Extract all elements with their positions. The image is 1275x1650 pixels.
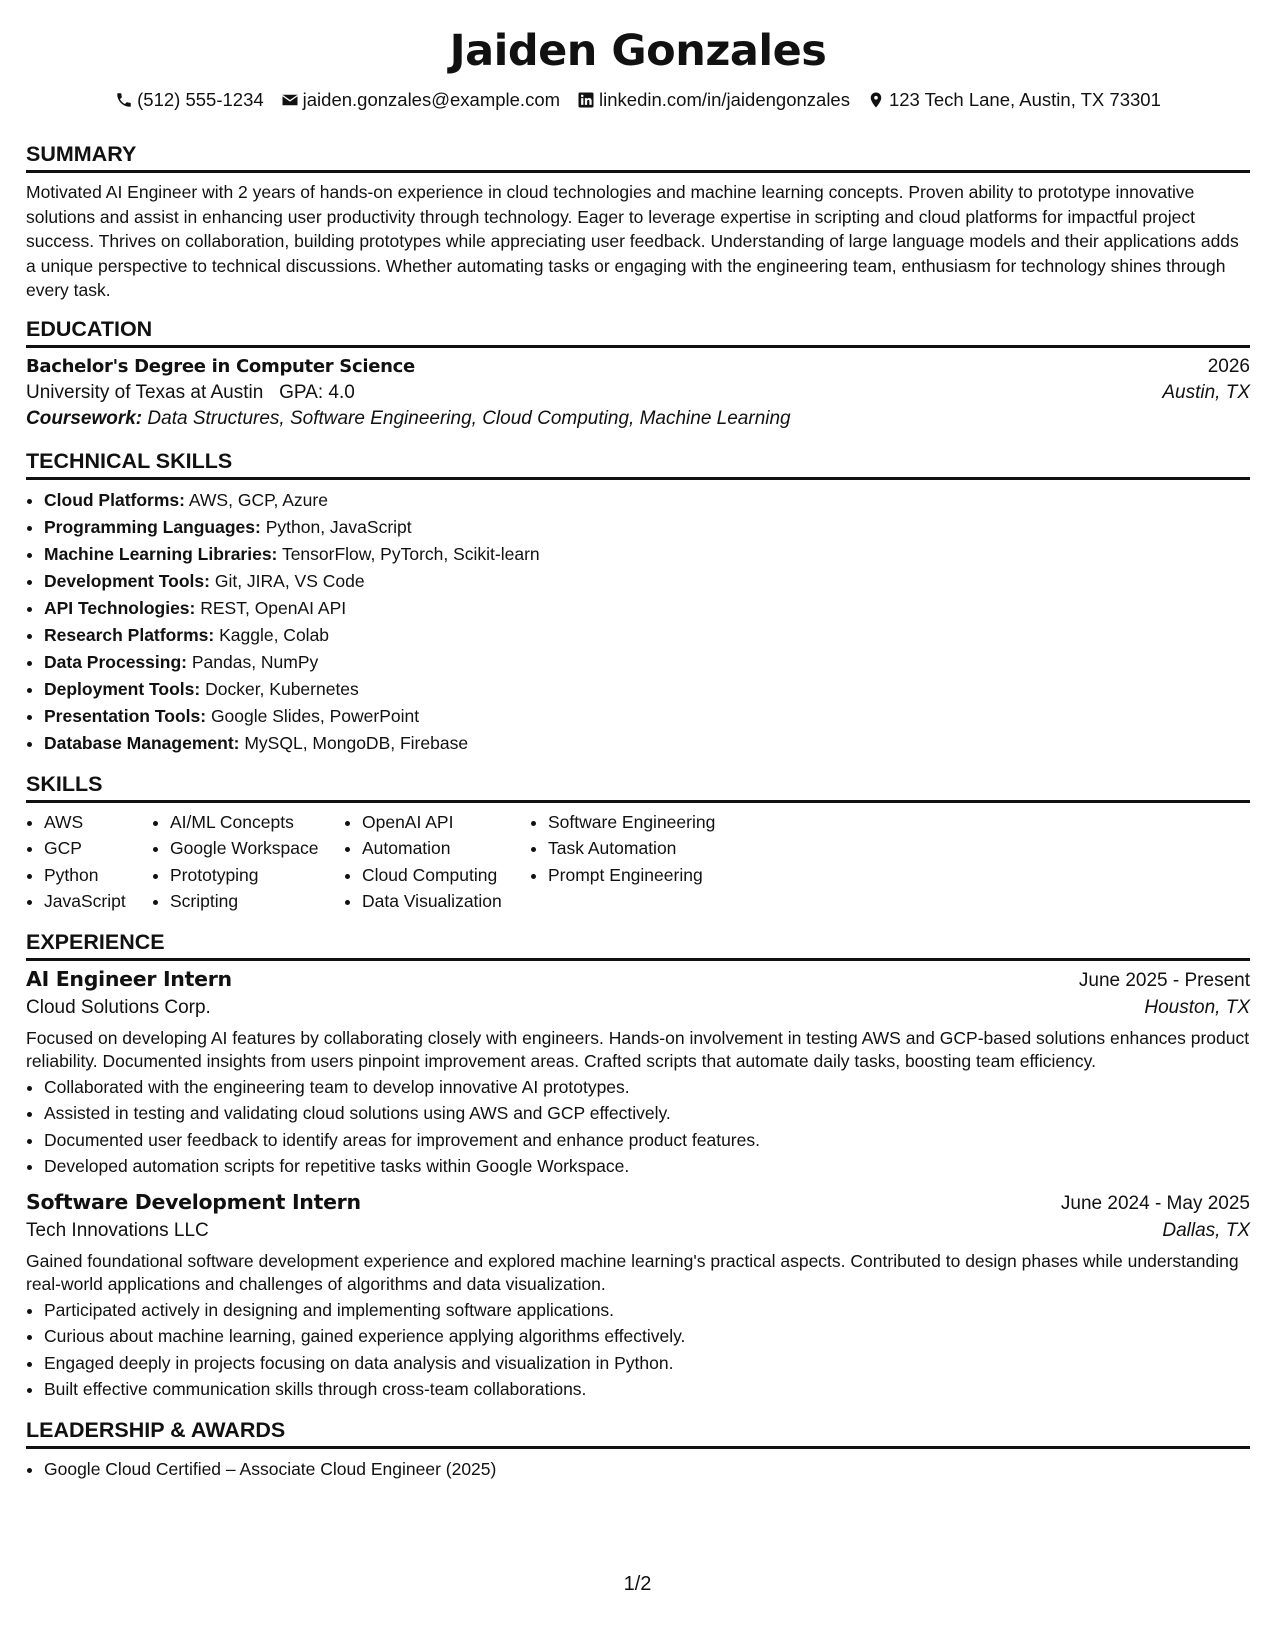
phone-text: (512) 555-1234 xyxy=(137,89,264,110)
list-item: • Assisted in testing and validating cloud solutions using AWS and GCP effectively. xyxy=(44,1100,1250,1127)
skill-label: Deployment Tools: xyxy=(44,678,201,699)
list-item: • Prompt Engineering xyxy=(548,862,715,889)
list-item xyxy=(44,595,1250,622)
skill-value: Google Slides, PowerPoint xyxy=(210,705,420,726)
list-item: • JavaScript xyxy=(44,888,152,915)
skill-label: Presentation Tools: xyxy=(44,705,207,726)
skills-column-3 xyxy=(344,809,530,915)
list-item: • Task Automation xyxy=(548,835,715,862)
skill-value: Docker, Kubernetes xyxy=(205,678,359,699)
job-bullets xyxy=(26,1074,1250,1180)
job-entry xyxy=(26,1190,1250,1403)
leadership-list xyxy=(26,1456,1250,1483)
skill-label: Data Processing: xyxy=(44,651,187,672)
section-title-experience: EXPERIENCE xyxy=(26,929,1250,961)
skill-label: Development Tools: xyxy=(44,570,210,591)
skill-value: MySQL, MongoDB, Firebase xyxy=(244,732,469,753)
list-item: • Scripting xyxy=(170,888,344,915)
list-item xyxy=(44,649,1250,676)
section-title-education: EDUCATION xyxy=(26,316,1250,348)
graduation-year: 2026 xyxy=(1207,355,1250,377)
school-info xyxy=(26,382,355,404)
phone-icon xyxy=(115,91,133,109)
list-item: • OpenAI API xyxy=(362,809,530,836)
contact-linkedin[interactable] xyxy=(577,88,850,112)
envelope-icon xyxy=(281,91,299,109)
list-item: • Documented user feedback to identify areas for improvement and enhance product features. xyxy=(44,1127,1250,1154)
school-name: University of Texas at Austin xyxy=(26,381,264,403)
job-entry xyxy=(26,967,1250,1180)
list-item xyxy=(44,541,1250,568)
skill-value: Git, JIRA, VS Code xyxy=(214,570,365,591)
coursework-list: Data Structures, Software Engineering, Cloud Computing, Machine Learning xyxy=(147,407,791,429)
linkedin-text: linkedin.com/in/jaidengonzales xyxy=(599,89,850,110)
list-item: • Python xyxy=(44,862,152,889)
skill-value: REST, OpenAI API xyxy=(200,597,347,618)
skill-value: Kaggle, Colab xyxy=(219,624,330,645)
job-dates: June 2024 - May 2025 xyxy=(1060,1192,1250,1214)
list-item: • Google Cloud Certified – Associate Cloud Engineer (2025) xyxy=(44,1456,1250,1483)
list-item xyxy=(44,514,1250,541)
skill-value: Pandas, NumPy xyxy=(191,651,319,672)
contact-phone[interactable] xyxy=(115,88,264,112)
company-name: Cloud Solutions Corp. xyxy=(26,996,211,1018)
list-item: • Software Engineering xyxy=(548,809,715,836)
skills-column-4 xyxy=(530,809,715,915)
address-text: 123 Tech Lane, Austin, TX 73301 xyxy=(888,89,1161,110)
experience-section xyxy=(26,929,1250,1403)
coursework xyxy=(26,408,1250,430)
skill-label: Programming Languages: xyxy=(44,516,261,537)
list-item: • Built effective communication skills through cross-team collaborations. xyxy=(44,1376,1250,1403)
leadership-section xyxy=(26,1417,1250,1483)
job-title: AI Engineer Intern xyxy=(26,966,232,991)
list-item: • Prototyping xyxy=(170,862,344,889)
list-item xyxy=(44,568,1250,595)
summary-text: Motivated AI Engineer with 2 years of hands-on experience in cloud technologies and machine learning concepts. Proven ability to prototype innovative solutions and assist in enhancing user productivity through technology. Eager to leverage expertise in scripting and cloud platforms for impactful project success. Thrives on collaboration, building prototypes while appreciating user feedback. Understanding of large language models and their applications adds a unique perspective to technical discussions. Whether automating tasks or engaging with the engineering team, enthusiasm for technology shines through every task. xyxy=(26,182,1239,300)
job-title: Software Development Intern xyxy=(26,1189,361,1214)
skill-value: AWS, GCP, Azure xyxy=(188,489,328,510)
skills-section xyxy=(26,771,1250,915)
skills-column-2 xyxy=(152,809,344,915)
job-dates: June 2025 - Present xyxy=(1078,969,1250,991)
list-item xyxy=(44,703,1250,730)
resume-page xyxy=(26,0,1250,1482)
list-item: • Automation xyxy=(362,835,530,862)
skill-value: Python, JavaScript xyxy=(265,516,412,537)
job-location: Dallas, TX xyxy=(1162,1219,1250,1241)
skills-column-1 xyxy=(26,809,152,915)
technical-skills-section xyxy=(26,448,1250,757)
list-item xyxy=(44,676,1250,703)
section-title-summary: SUMMARY xyxy=(26,141,1250,173)
job-bullets xyxy=(26,1297,1250,1403)
list-item: • Google Workspace xyxy=(170,835,344,862)
list-item: • Collaborated with the engineering team to develop innovative AI prototypes. xyxy=(44,1074,1250,1101)
list-item xyxy=(44,622,1250,649)
candidate-name: Jaiden Gonzales xyxy=(449,26,827,76)
list-item: • Participated actively in designing and implementing software applications. xyxy=(44,1297,1250,1324)
section-title-skills: SKILLS xyxy=(26,771,1250,803)
skill-value: TensorFlow, PyTorch, Scikit-learn xyxy=(281,543,540,564)
email-text: jaiden.gonzales@example.com xyxy=(302,89,561,110)
list-item xyxy=(44,487,1250,514)
section-title-leadership: LEADERSHIP & AWARDS xyxy=(26,1417,1250,1449)
skill-label: Research Platforms: xyxy=(44,624,215,645)
skill-label: Database Management: xyxy=(44,732,240,753)
company-name: Tech Innovations LLC xyxy=(26,1219,209,1241)
contact-email[interactable] xyxy=(281,88,560,112)
school-location: Austin, TX xyxy=(1162,381,1250,403)
list-item: • AWS xyxy=(44,809,152,836)
summary-section xyxy=(26,141,1250,303)
contact-bar xyxy=(26,88,1250,112)
list-item: • AI/ML Concepts xyxy=(170,809,344,836)
skills-grid xyxy=(26,809,1250,915)
map-pin-icon xyxy=(867,91,885,109)
linkedin-icon xyxy=(577,91,595,109)
education-section xyxy=(26,316,1250,430)
job-summary: Gained foundational software development experience and explored machine learning's practical aspects. Contributed to design phases while understanding real-world applications and challenges of algorithms and data visualization. xyxy=(26,1250,1239,1294)
contact-address xyxy=(867,88,1161,112)
list-item: • Developed automation scripts for repetitive tasks within Google Workspace. xyxy=(44,1153,1250,1180)
gpa: GPA: 4.0 xyxy=(279,381,355,403)
job-summary: Focused on developing AI features by collaborating closely with engineers. Hands-on involvement in testing AWS and GCP-based solutions enhances product reliability. Documented insights from users pinpoint improvement areas. Crafted scripts that automate daily tasks, boosting team efficiency. xyxy=(26,1027,1250,1071)
skill-label: API Technologies: xyxy=(44,597,196,618)
job-location: Houston, TX xyxy=(1144,996,1250,1018)
coursework-label: Coursework: xyxy=(26,407,143,429)
list-item: • Data Visualization xyxy=(362,888,530,915)
list-item: • Cloud Computing xyxy=(362,862,530,889)
degree-title: Bachelor's Degree in Computer Science xyxy=(26,355,415,377)
list-item: • GCP xyxy=(44,835,152,862)
list-item xyxy=(44,730,1250,757)
skill-label: Machine Learning Libraries: xyxy=(44,543,278,564)
section-title-technical-skills: TECHNICAL SKILLS xyxy=(26,448,1250,480)
technical-skills-list xyxy=(26,487,1250,757)
page-number: 1/2 xyxy=(623,1573,652,1595)
skill-label: Cloud Platforms: xyxy=(44,489,185,510)
list-item: • Curious about machine learning, gained experience applying algorithms effectively. xyxy=(44,1323,1250,1350)
list-item: • Engaged deeply in projects focusing on data analysis and visualization in Python. xyxy=(44,1350,1250,1377)
